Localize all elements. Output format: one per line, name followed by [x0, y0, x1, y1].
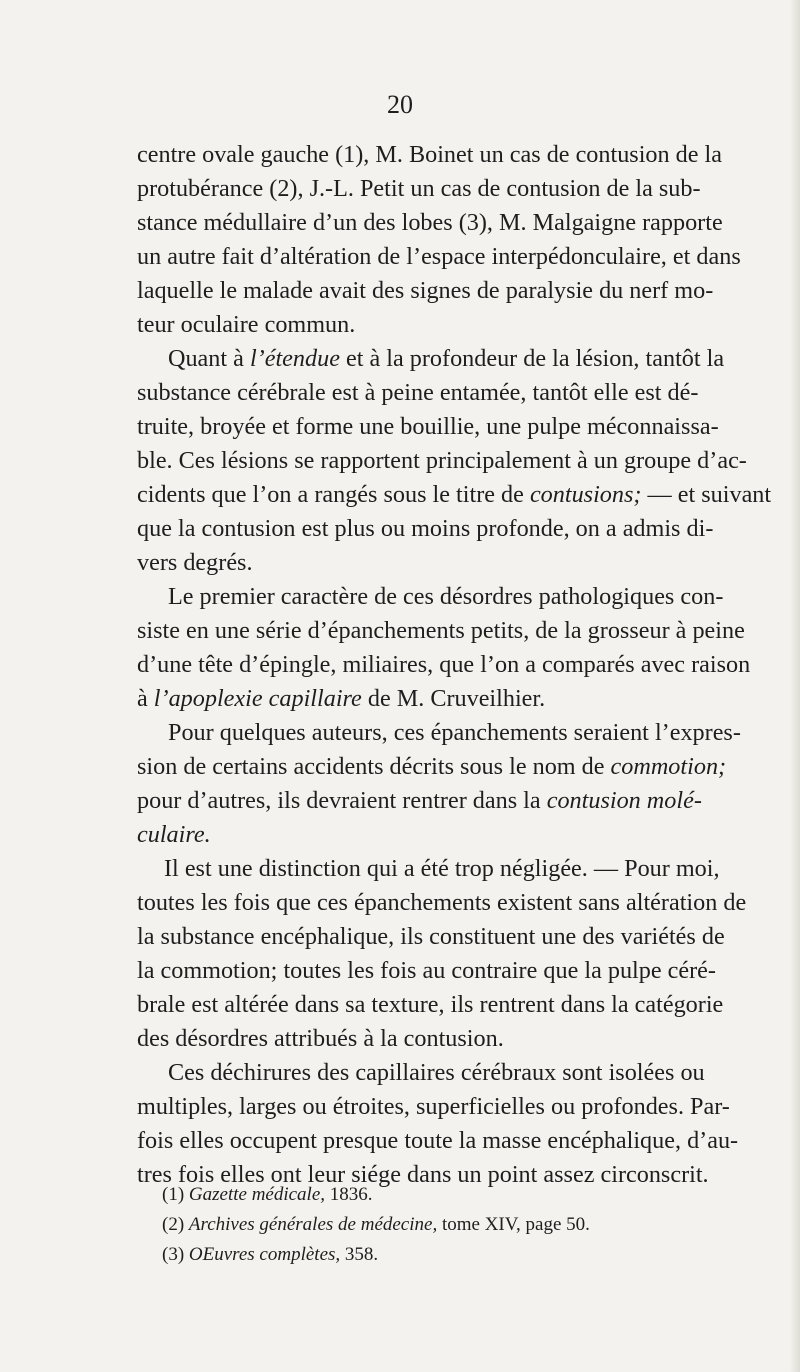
- text-line: la commotion; toutes les fois au contraire que la pulpe céré-: [137, 957, 716, 984]
- footnote-title: Gazette médicale,: [188, 1184, 326, 1205]
- text-fragment: et à la profondeur de la lésion, tantôt la: [339, 345, 725, 372]
- footnotes: [162, 1180, 682, 1270]
- text-line: protubérance (2), J.-L. Petit un cas de contusion de la sub-: [137, 175, 701, 202]
- footnote-3: [162, 1240, 682, 1270]
- footnote-title: Archives générales de médecine,: [188, 1214, 438, 1235]
- text-fragment: pour d’autres, ils devraient rentrer dans la: [137, 787, 547, 814]
- text-line: brale est altérée dans sa texture, ils rentrent dans la catégorie: [137, 991, 724, 1018]
- text-line: [137, 342, 725, 376]
- text-line: un autre fait d’altération de l’espace interpédonculaire, et dans: [137, 243, 741, 270]
- text-line: multiples, larges ou étroites, superficielles ou profondes. Par-: [137, 1093, 730, 1120]
- italic-term: contusion molé-: [546, 787, 702, 814]
- text-line: Pour quelques auteurs, ces épanchements seraient l’expres-: [168, 719, 741, 746]
- text-line: [137, 478, 772, 512]
- footnote-detail: 358.: [340, 1244, 379, 1265]
- text-fragment: de M. Cruveilhier.: [361, 685, 546, 712]
- text-line: fois elles occupent presque toute la masse encéphalique, d’au-: [137, 1127, 739, 1154]
- text-line: teur oculaire commun.: [137, 311, 356, 338]
- page-edge-shadow: [790, 0, 800, 1372]
- footnote-number: (1): [162, 1184, 189, 1205]
- text-fragment: à: [137, 685, 154, 712]
- text-line: laquelle le malade avait des signes de paralysie du nerf mo-: [137, 277, 714, 304]
- text-line: des désordres attribués à la contusion.: [137, 1025, 504, 1052]
- text-fragment: Quant à: [168, 345, 250, 372]
- footnote-detail: tome XIV, page 50.: [437, 1214, 590, 1235]
- text-fragment: sion de certains accidents décrits sous le nom de: [137, 753, 611, 780]
- text-fragment: — et suivant: [641, 481, 772, 508]
- footnote-number: (3): [162, 1244, 189, 1265]
- text-line: Le premier caractère de ces désordres pathologiques con-: [168, 583, 724, 610]
- text-line: [137, 750, 727, 784]
- text-line: [137, 682, 685, 716]
- text-line: toutes les fois que ces épanchements existent sans altération de: [137, 889, 747, 916]
- text-line: vers degrés.: [137, 549, 253, 576]
- text-line: truite, broyée et forme une bouillie, une pulpe méconnaissa-: [137, 413, 719, 440]
- text-line: centre ovale gauche (1), M. Boinet un cas de contusion de la: [137, 141, 722, 168]
- text-line: la substance encéphalique, ils constituent une des variétés de: [137, 923, 725, 950]
- italic-term: l’étendue: [249, 345, 340, 372]
- text-line: d’une tête d’épingle, miliaires, que l’on a comparés avec raison: [137, 651, 751, 678]
- text-line: stance médullaire d’un des lobes (3), M. Malgaigne rapporte: [137, 209, 723, 236]
- footnote-1: [162, 1180, 682, 1210]
- text-line: Il est une distinction qui a été trop négligée. — Pour moi,: [164, 855, 720, 882]
- footnote-title: OEuvres complètes,: [188, 1244, 341, 1265]
- text-line: que la contusion est plus ou moins profonde, on a admis di-: [137, 515, 714, 542]
- italic-term: contusions;: [529, 481, 642, 508]
- italic-term: l’apoplexie capillaire: [153, 685, 362, 712]
- text-line: [137, 784, 702, 818]
- text-line: siste en une série d’épanchements petits, de la grosseur à peine: [137, 617, 745, 644]
- italic-term: culaire.: [137, 821, 211, 848]
- footnote-detail: 1836.: [325, 1184, 373, 1205]
- text-line: ble. Ces lésions se rapportent principalement à un groupe d’ac-: [137, 447, 747, 474]
- italic-term: commotion;: [610, 753, 727, 780]
- footnote-2: [162, 1210, 682, 1240]
- text-line: [137, 818, 685, 852]
- page-number: 20: [387, 90, 413, 119]
- text-line: tres fois elles ont leur siége dans un point assez circonscrit.: [137, 1161, 709, 1188]
- text-line: substance cérébrale est à peine entamée, tantôt elle est dé-: [137, 379, 699, 406]
- footnote-number: (2): [162, 1214, 189, 1235]
- text-fragment: cidents que l’on a rangés sous le titre de: [137, 481, 530, 508]
- body-text: [137, 138, 772, 1192]
- text-line: Ces déchirures des capillaires cérébraux sont isolées ou: [168, 1059, 705, 1086]
